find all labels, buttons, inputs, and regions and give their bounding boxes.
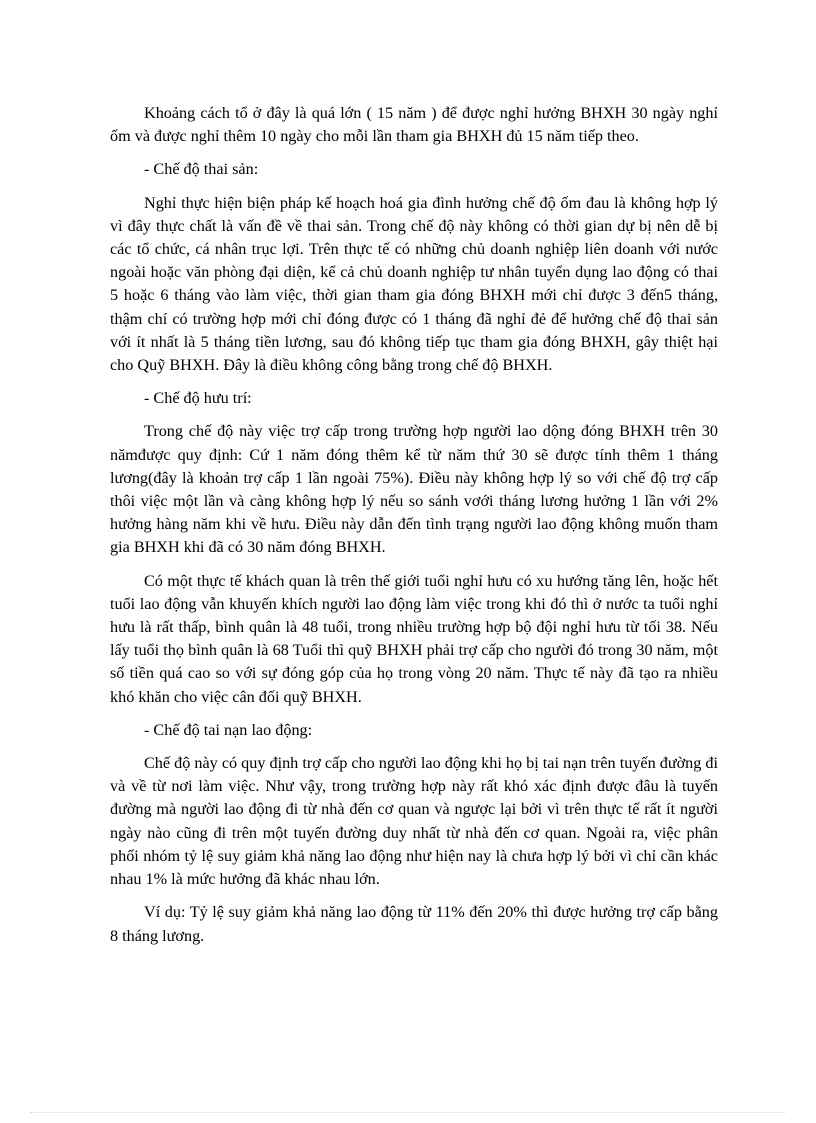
paragraph-retirement: Trong chế độ này việc trợ cấp trong trường hợp người lao dộng đóng BHXH trên 30 nămđược quy định: Cứ 1 năm đóng thêm kể từ năm thứ 30 sẽ được tính thêm 1 tháng lương(đây là khoản trợ cấp 1 lần ngoài 75%). Điều này không hợp lý so với chế độ trợ cấp thôi việc một lần và càng không hợp lý nếu so sánh vơới tháng lương hưởng 1 lần với 2% hưởng hàng năm khi về hưu. Điều này dẫn đến tình trạng người lao động không muốn tham gia BHXH khi đã có 30 năm đóng BHXH. — [110, 422, 718, 557]
heading-maternity: - Chế độ thai sản: — [144, 160, 259, 179]
page-bottom-divider — [30, 1112, 786, 1113]
paragraph-retirement-age: Có một thực tế khách quan là trên thế giới tuổi nghỉ hưu có xu hướng tăng lên, hoặc hết tuổi lao động vẫn khuyến khích người lao động làm việc trong khi đó thì ở nước ta tuổi nghỉ hưu là rất thấp, bình quân là 48 tuổi, trong nhiều trường hợp bộ đội nghỉ hưu từ tối 38. Nếu lấy tuổi thọ bình quân là 68 Tuổi thì quỹ BHXH phải trợ cấp cho người đó trong 30 năm, một số tiền quá cao so với sự đóng góp của họ trong vòng 20 năm. Thực tế này đã tạo ra nhiều khó khăn cho việc cân đối quỹ BHXH. — [110, 571, 718, 706]
paragraph-work-accident: Chế độ này có quy định trợ cấp cho người lao động khi họ bị tai nạn trên tuyến đường đi và về từ nơi làm việc. Như vậy, trong trường hợp này rất khó xác định được đâu là tuyến đường mà người lao động đi từ nhà đến cơ quan và ngược lại bởi vì trên thực tế rất ít người ngày nào cũng đi trên một tuyến đường duy nhất từ nhà đến cơ quan. Ngoài ra, việc phân phối nhóm tỷ lệ suy giảm khả năng lao động như hiện nay là chưa hợp lý bởi vì chỉ cần khác nhau 1% là mức hưởng đã khác nhau lớn. — [110, 754, 718, 889]
paragraph-sickness-gap: Khoảng cách tổ ở đây là quá lớn ( 15 năm ) để được nghỉ hưởng BHXH 30 ngày nghỉ ốm và được nghỉ thêm 10 ngày cho mỗi lần tham gia BHXH đủ 15 năm tiếp theo. — [110, 104, 718, 146]
paragraph-example: Ví dụ: Tỷ lệ suy giảm khả năng lao động từ 11% đến 20% thì được hưởng trợ cấp bằng 8 tháng lương. — [110, 903, 718, 945]
heading-work-accident: - Chế độ tai nạn lao động: — [144, 720, 313, 739]
document-body — [110, 102, 718, 958]
heading-retirement: - Chế độ hưu trí: — [144, 389, 252, 408]
paragraph-maternity: Nghỉ thực hiện biện pháp kế hoạch hoá gia đình hưởng chế độ ốm đau là không hợp lý vì đây thực chất là vấn đề về thai sản. Trong chế độ này không có thời gian dự bị nên dễ bị các tổ chức, cá nhân trục lợi. Trên thực tế có những chủ doanh nghiệp liên doanh với nước ngoài hoặc văn phòng đại diện, kể cả chủ doanh nghiệp tư nhân tuyển dụng lao động có thai 5 hoặc 6 tháng vào làm việc, thời gian tham gia đóng BHXH mới chỉ được 3 đến5 tháng, thậm chí có trường hợp mới chỉ đóng được có 1 tháng đã nghỉ đẻ để hưởng chế độ thai sản với ít nhất là 5 tháng tiền lương, sau đó không tiếp tục tham gia đóng BHXH, gây thiệt hại cho Quỹ BHXH. Đây là điều không công bằng trong chế độ BHXH. — [110, 193, 718, 375]
